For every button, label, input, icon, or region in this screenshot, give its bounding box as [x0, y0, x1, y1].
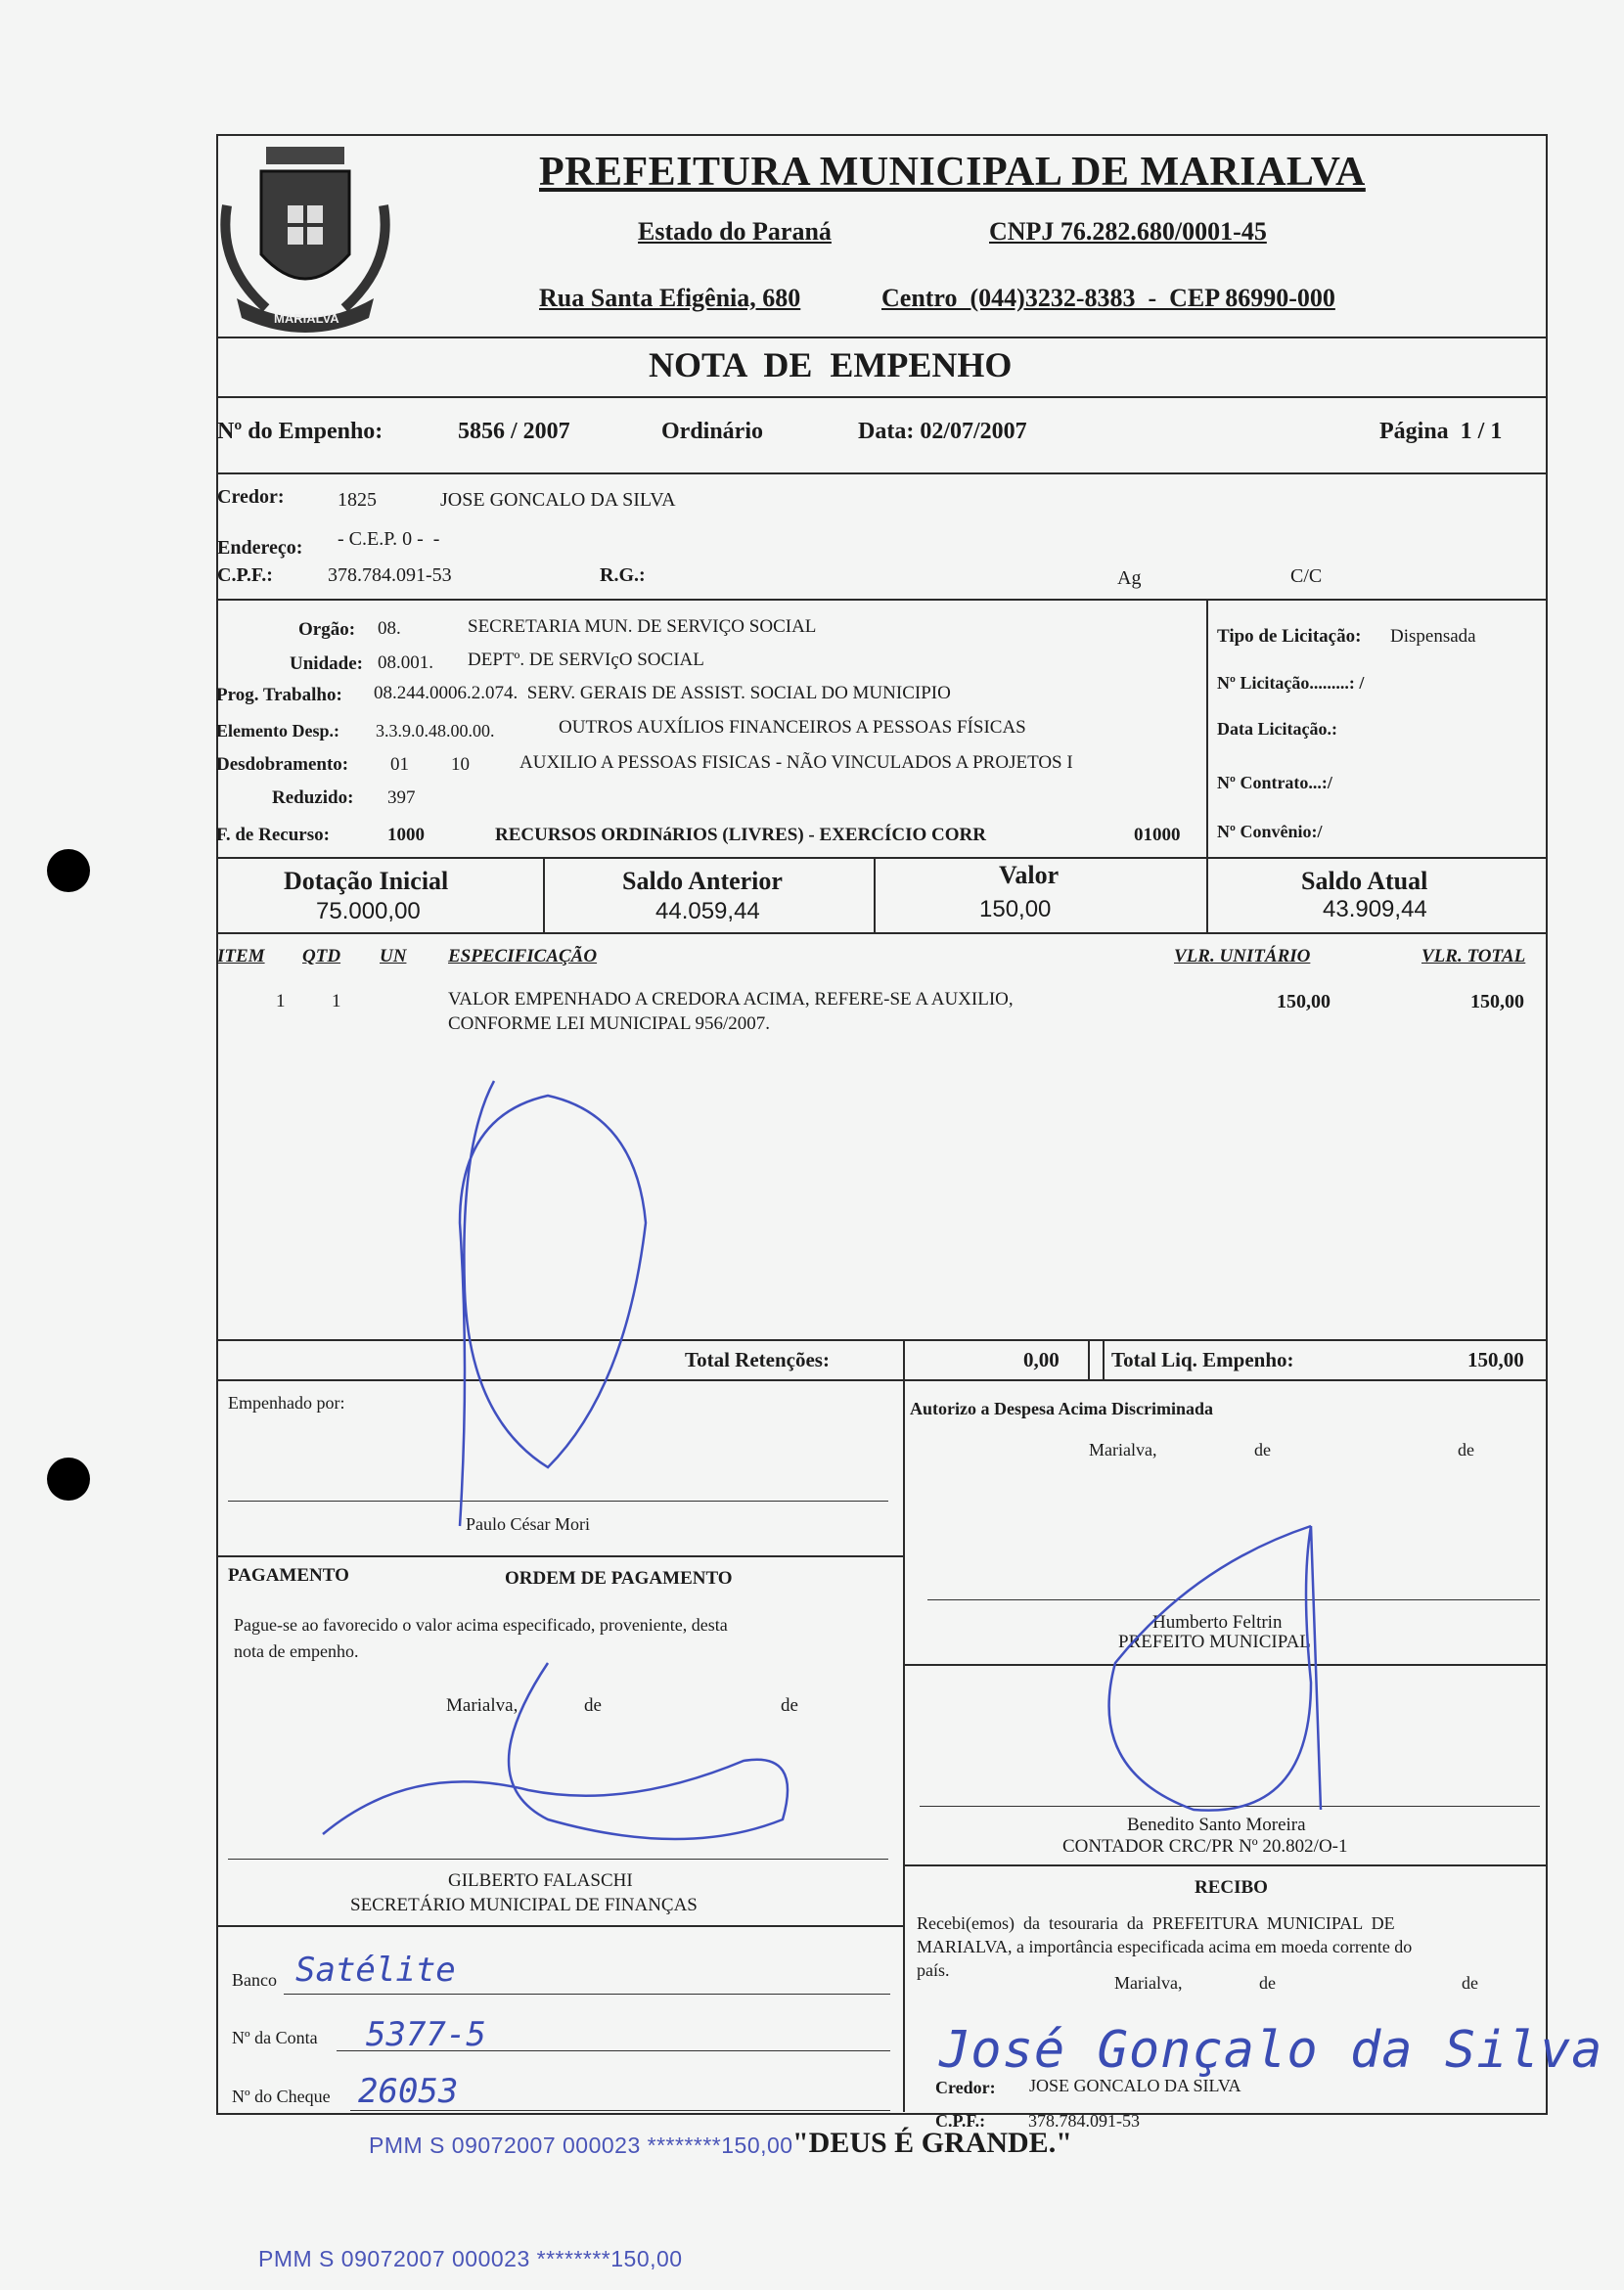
- item-number: 1: [276, 991, 286, 1011]
- credor-code: 1825: [338, 489, 377, 511]
- doc-title: NOTA DE EMPENHO: [649, 345, 1013, 384]
- stamp-line-2: PMM S 09072007 000023 ********150,00: [258, 2246, 683, 2271]
- pagamento-label: PAGAMENTO: [228, 1565, 349, 1586]
- desdob-code-1: 01: [390, 754, 409, 775]
- licitacao-numero: Nº Licitação.........: /: [1217, 673, 1365, 693]
- pagamento-de-1: de: [584, 1695, 602, 1716]
- saldo-atual-value: 43.909,44: [1323, 896, 1427, 922]
- prefeito-name: Humberto Feltrin: [1152, 1612, 1283, 1633]
- cpf-value: 378.784.091-53: [328, 564, 452, 586]
- recibo-text-3: país.: [917, 1960, 950, 1980]
- dotacao-value: 75.000,00: [316, 898, 421, 924]
- recurso-code-2: 01000: [1134, 825, 1181, 845]
- recibo-signature: José Gonçalo da Silva: [939, 2021, 1603, 2080]
- item-spec-line-2: CONFORME LEI MUNICIPAL 956/2007.: [448, 1013, 771, 1034]
- item-total-value: 150,00: [1470, 991, 1524, 1012]
- unidade-name: DEPTº. DE SERVIçO SOCIAL: [468, 650, 704, 670]
- autorizo-de-1: de: [1254, 1440, 1271, 1459]
- header-title: PREFEITURA MUNICIPAL DE MARIALVA: [539, 150, 1366, 195]
- col-un: UN: [380, 946, 407, 966]
- empenho-page: Página 1 / 1: [1379, 419, 1503, 444]
- licitacao-data: Data Licitação.:: [1217, 719, 1337, 739]
- secretario-title: SECRETÁRIO MUNICIPAL DE FINANÇAS: [350, 1895, 698, 1915]
- orgao-label: Orgão:: [298, 619, 356, 640]
- secretario-name: GILBERTO FALASCHI: [448, 1870, 633, 1891]
- col-item: ITEM: [217, 946, 265, 966]
- recurso-name: RECURSOS ORDINáRIOS (LIVRES) - EXERCÍCIO CORR: [495, 825, 986, 845]
- seal-text: MARIALVA: [274, 311, 339, 326]
- contador-name: Benedito Santo Moreira: [1127, 1815, 1306, 1835]
- prog-label: Prog. Trabalho:: [216, 685, 342, 705]
- item-spec-line-1: VALOR EMPENHADO A CREDORA ACIMA, REFERE-SE A AUXILIO,: [448, 989, 1014, 1010]
- conta-value: 5377-5: [366, 2015, 486, 2054]
- unidade-code: 08.001.: [378, 652, 433, 673]
- recibo-text-1: Recebi(emos) da tesouraria da PREFEITURA MUNICIPAL DE: [917, 1913, 1395, 1933]
- desdob-label: Desdobramento:: [216, 754, 349, 775]
- col-vlr-total: VLR. TOTAL: [1421, 946, 1526, 966]
- cpf-label: C.P.F.:: [217, 564, 273, 586]
- item-unit-value: 150,00: [1277, 991, 1331, 1012]
- licitacao-tipo-value: Dispensada: [1390, 626, 1476, 647]
- recibo-credor-label: Credor:: [935, 2078, 996, 2097]
- total-liq-label: Total Liq. Empenho:: [1111, 1348, 1294, 1371]
- prefeito-title: PREFEITO MUNICIPAL: [1118, 1632, 1311, 1652]
- header-cnpj: CNPJ 76.282.680/0001-45: [989, 217, 1267, 246]
- licitacao-convenio: Nº Convênio:/: [1217, 822, 1323, 841]
- pagamento-city: Marialva,: [446, 1695, 519, 1716]
- valor-value: 150,00: [979, 896, 1052, 922]
- empenho-type: Ordinário: [661, 419, 764, 444]
- rg-label: R.G.:: [600, 564, 646, 586]
- contador-title: CONTADOR CRC/PR Nº 20.802/O-1: [1062, 1836, 1348, 1857]
- header-address-2: Centro (044)3232-8383 - CEP 86990-000: [881, 284, 1335, 312]
- elemento-name: OUTROS AUXÍLIOS FINANCEIROS A PESSOAS FÍSICAS: [559, 717, 1026, 738]
- reduzido-label: Reduzido:: [272, 787, 354, 808]
- col-vlr-unit: VLR. UNITÁRIO: [1174, 946, 1311, 966]
- saldo-atual-label: Saldo Atual: [1301, 867, 1428, 895]
- dotacao-label: Dotação Inicial: [284, 867, 449, 895]
- recibo-city: Marialva,: [1114, 1973, 1183, 1993]
- orgao-code: 08.: [378, 618, 401, 639]
- licitacao-contrato: Nº Contrato...:/: [1217, 773, 1332, 792]
- reduzido-value: 397: [387, 787, 416, 808]
- cheque-value: 26053: [358, 2072, 459, 2111]
- recurso-label: F. de Recurso:: [216, 825, 330, 845]
- col-spec: ESPECIFICAÇÃO: [448, 946, 598, 966]
- elemento-label: Elemento Desp.:: [216, 721, 339, 741]
- cheque-label: Nº do Cheque: [232, 2087, 331, 2106]
- empenho-date: Data: 02/07/2007: [858, 419, 1027, 444]
- prog-value: 08.244.0006.2.074. SERV. GERAIS DE ASSIST. SOCIAL DO MUNICIPIO: [374, 683, 951, 703]
- item-qtd: 1: [332, 991, 341, 1011]
- recibo-cpf-label: C.P.F.:: [935, 2111, 986, 2131]
- endereco-value: - C.E.P. 0 - -: [338, 528, 440, 550]
- stamp-line-1: PMM S 09072007 000023 ********150,00: [369, 2133, 793, 2158]
- endereco-label: Endereço:: [217, 537, 303, 559]
- empenho-label: Nº do Empenho:: [217, 419, 383, 444]
- conta-label: Nº da Conta: [232, 2028, 318, 2047]
- elemento-code: 3.3.9.0.48.00.00.: [376, 721, 495, 741]
- recurso-code: 1000: [387, 825, 425, 845]
- unidade-label: Unidade:: [290, 653, 363, 674]
- ag-label: Ag: [1117, 567, 1142, 589]
- cc-label: C/C: [1290, 565, 1323, 587]
- recibo-cpf-value: 378.784.091-53: [1028, 2111, 1140, 2131]
- desdob-code-2: 10: [451, 754, 470, 775]
- recibo-label: RECIBO: [1195, 1877, 1268, 1898]
- empenhado-label: Empenhado por:: [228, 1393, 345, 1413]
- empenho-number: 5856 / 2007: [458, 419, 570, 444]
- credor-label: Credor:: [217, 486, 285, 508]
- recibo-text-2: MARIALVA, a importância especificada acima em moeda corrente do: [917, 1937, 1413, 1956]
- retencoes-label: Total Retenções:: [685, 1348, 830, 1371]
- recibo-credor-name: JOSE GONCALO DA SILVA: [1029, 2076, 1241, 2095]
- total-liq-value: 150,00: [1467, 1348, 1524, 1371]
- desdob-name: AUXILIO A PESSOAS FISICAS - NÃO VINCULADOS A PROJETOS I: [519, 752, 1073, 773]
- banco-value: Satélite: [295, 1951, 456, 1990]
- licitacao-tipo-label: Tipo de Licitação:: [1217, 626, 1362, 647]
- recibo-de-2: de: [1462, 1973, 1478, 1993]
- saldo-anterior-value: 44.059,44: [655, 898, 760, 924]
- credor-name: JOSE GONCALO DA SILVA: [440, 489, 676, 511]
- pagamento-text-2: nota de empenho.: [234, 1641, 359, 1661]
- retencoes-value: 0,00: [1023, 1348, 1060, 1371]
- autorizo-city: Marialva,: [1089, 1440, 1157, 1459]
- banco-label: Banco: [232, 1970, 277, 1990]
- pagamento-de-2: de: [781, 1695, 798, 1716]
- orgao-name: SECRETARIA MUN. DE SERVIÇO SOCIAL: [468, 616, 817, 637]
- empenhado-name: Paulo César Mori: [466, 1514, 590, 1534]
- ordem-label: ORDEM DE PAGAMENTO: [505, 1568, 733, 1589]
- saldo-anterior-label: Saldo Anterior: [622, 867, 783, 895]
- header-state: Estado do Paraná: [638, 217, 832, 246]
- footer-motto: "DEUS É GRANDE.": [792, 2127, 1072, 2159]
- autorizo-de-2: de: [1458, 1440, 1474, 1459]
- valor-label: Valor: [999, 861, 1060, 889]
- recibo-de-1: de: [1259, 1973, 1276, 1993]
- header-address: Rua Santa Efigênia, 680: [539, 284, 801, 312]
- autorizo-label: Autorizo a Despesa Acima Discriminada: [910, 1399, 1213, 1418]
- pagamento-text-1: Pague-se ao favorecido o valor acima especificado, proveniente, desta: [234, 1615, 728, 1635]
- col-qtd: QTD: [302, 946, 341, 966]
